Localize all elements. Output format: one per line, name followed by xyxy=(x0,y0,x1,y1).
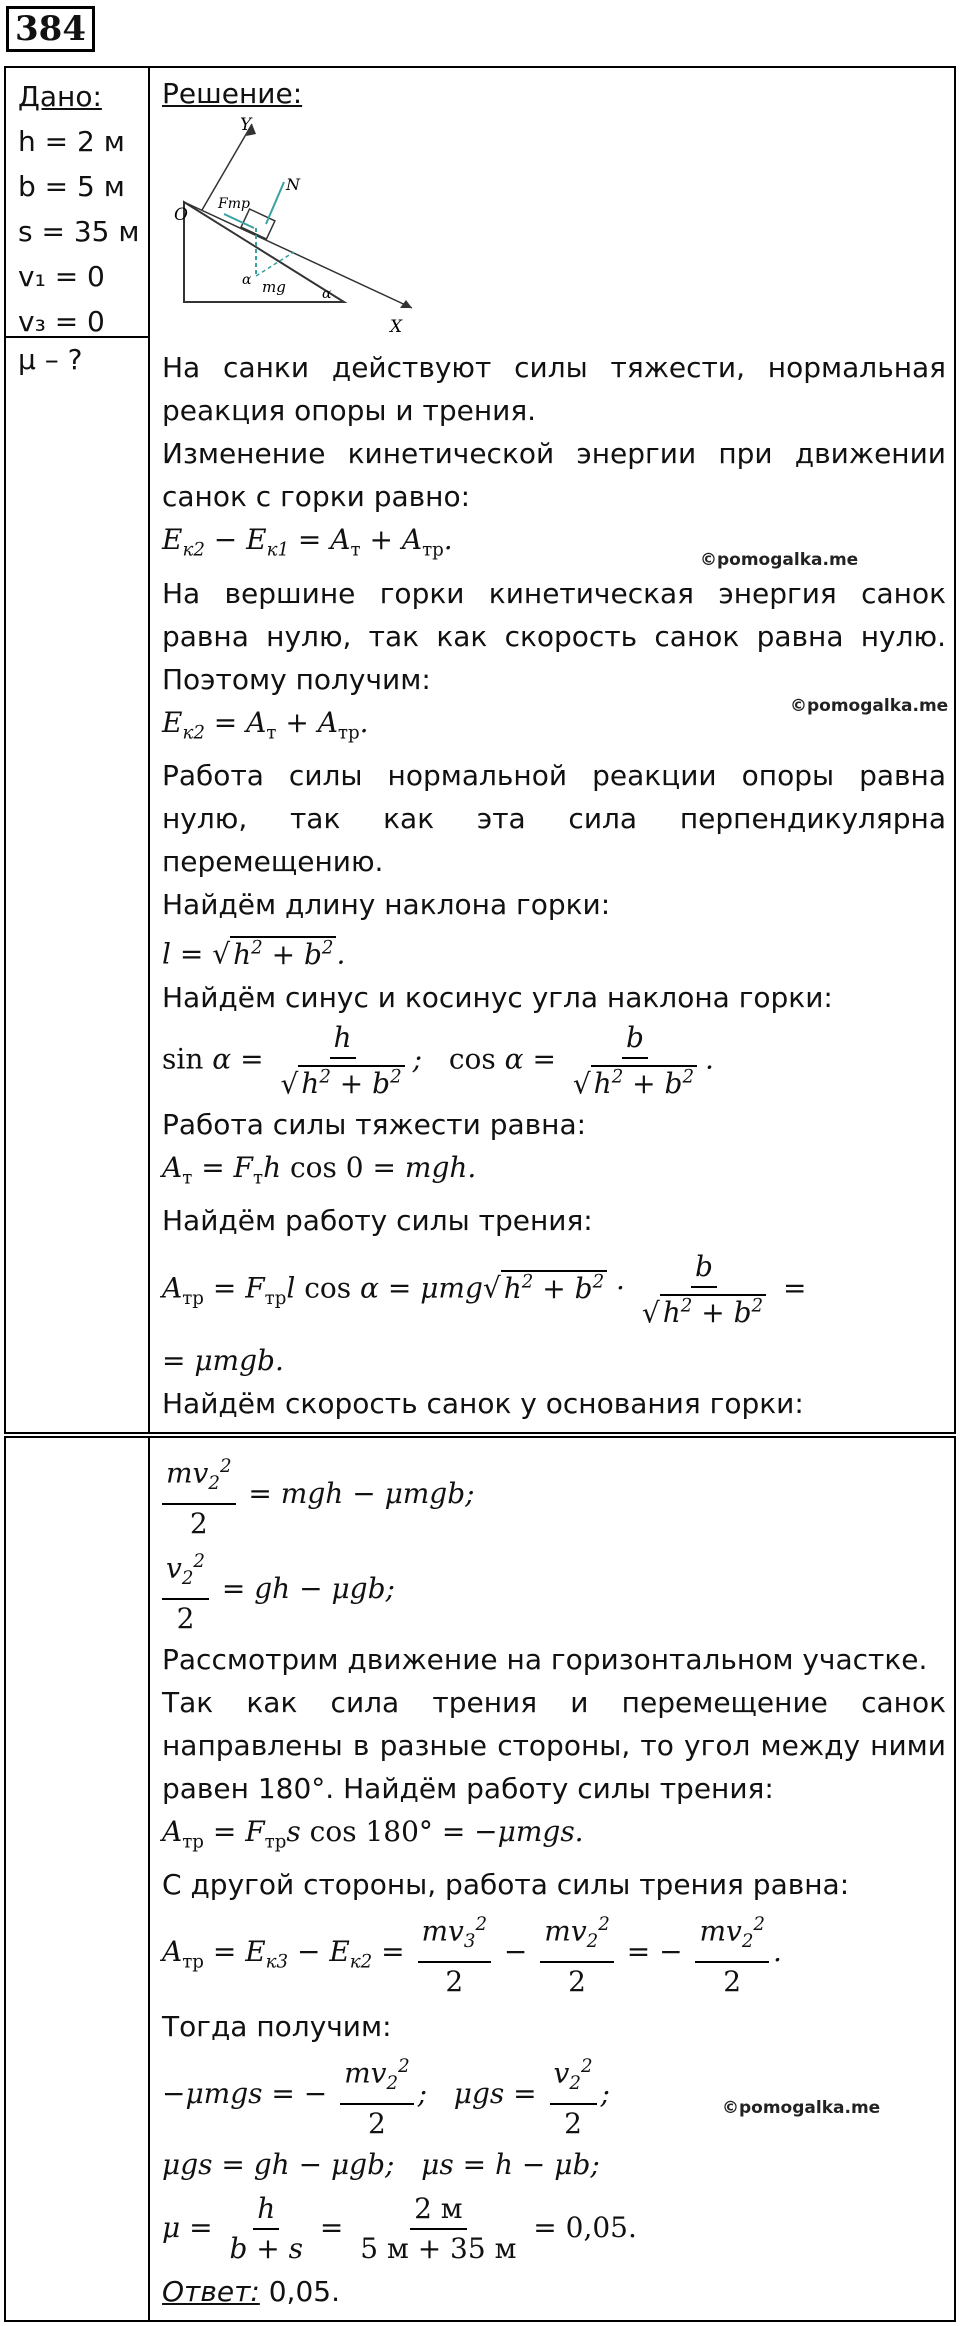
formula-sin-cos: sin α = $\frac{h}{√ h^2 + b^2}$ ; cos α = $\frac{b}{√ h^2 + b^2}$ . xyxy=(162,1020,714,1100)
text-find-sin-cos: Найдём синус и косинус угла наклона горки: xyxy=(162,980,833,1014)
solution-title: Решение: xyxy=(162,77,303,110)
formula-length: l = √ $h^2 + b^2$ . xyxy=(162,937,346,971)
formula-energy-theorem: $E_{к2} - E_{к1} = A_т + A_{тр}$. xyxy=(162,523,453,561)
label-alpha-2: α xyxy=(322,286,332,302)
text-other-side: С другой стороны, работа силы трения равна: xyxy=(162,1868,850,1902)
formula-mu-equation: μgs = gh − μgb; μs = h − μb; xyxy=(162,2147,600,2181)
incline-diagram xyxy=(162,116,422,338)
label-o: O xyxy=(174,205,188,225)
text-energy-change: Изменение кинетической энергии при движении санок с горки равно: xyxy=(162,437,946,513)
text-find-length: Найдём длину наклона горки: xyxy=(162,888,611,922)
given-b: b = 5 м xyxy=(18,170,125,203)
given-h: h = 2 м xyxy=(18,125,125,158)
solution-sheet-1 xyxy=(4,66,956,1434)
task-number: 384 xyxy=(6,6,95,52)
label-alpha-1: α xyxy=(242,272,252,288)
label-x: X xyxy=(390,317,403,337)
formula-friction-work: $A_{тр} = F_{тр}l$ cos α = μmg√ $h^2 + b^2$ · $\frac{b}{√ h^2 + b^2}$ = xyxy=(162,1250,807,1330)
solution-sheet-2 xyxy=(4,1436,956,2322)
formula-friction-180: $A_{тр} = F_{тр}s$ cos 180° = −μmgs. xyxy=(162,1814,584,1853)
formula-gravity-work: $A_т = F_тh$ cos 0 = mgh. xyxy=(162,1150,477,1189)
formula-speed-2: $\frac{v_2^2}{2}$ = gh − μgb; xyxy=(162,1543,946,1638)
formula-ek2: $E_{к2} = A_т + A_{тр}$. xyxy=(162,705,369,744)
given-block xyxy=(18,74,140,344)
label-y: Y xyxy=(240,116,252,135)
given-v1: v₁ = 0 xyxy=(18,260,105,293)
watermark-1: ©pomogalka.me xyxy=(700,550,859,570)
solution-text-1 xyxy=(162,346,949,1425)
answer-label: Ответ: xyxy=(162,2274,260,2308)
text-normal-work: Работа силы нормальной реакции опоры равна нулю, так как эта сила перпендикулярна перемещению. xyxy=(162,759,946,879)
formula-speed-1: $\frac{mv_2^2}{2}$ = mgh − μmgb; xyxy=(162,1448,946,1543)
given-s: s = 35 м xyxy=(18,215,140,248)
label-f: Fтр xyxy=(218,196,250,212)
watermark-2: ©pomogalka.me xyxy=(790,696,949,716)
given-title: Дано: xyxy=(18,80,102,113)
unknown-value: μ – ? xyxy=(18,343,83,376)
text-find-speed: Найдём скорость санок у основания горки: xyxy=(162,1387,804,1421)
formula-friction-result: = μmgb. xyxy=(162,1344,284,1378)
formula-then: −μmgs = − $\frac{mv_2^2}{2}$ ; μgs = $\frac{v_2^2}{2}$ ; xyxy=(162,2048,946,2143)
given-v3: v₃ = 0 xyxy=(18,305,105,338)
text-horizontal: Рассмотрим движение на горизонтальном участке. xyxy=(162,1642,928,1676)
formula-friction-energy: $A_{тр} = E_{к3} - E_{к2}$ = $\frac{mv_3^2}{2}$ − $\frac{mv_2^2}{2}$ = − $\frac{mv_2^2}{2}$ . xyxy=(162,1906,946,2005)
text-gravity-work: Работа силы тяжести равна: xyxy=(162,1107,587,1141)
text-top-energy: На вершине горки кинетическая энергия санок равна нулю, так как скорость санок равна нулю. Поэтому получим: xyxy=(162,576,946,696)
label-n: N xyxy=(286,175,300,194)
solution-text-2 xyxy=(162,1448,946,2313)
watermark-3: ©pomogalka.me xyxy=(722,2098,881,2118)
label-mg: mg xyxy=(262,278,286,296)
text-forces: На санки действуют силы тяжести, нормальная реакция опоры и трения. xyxy=(162,351,946,427)
answer-value: 0,05. xyxy=(259,2274,340,2308)
answer xyxy=(162,2270,946,2313)
formula-mu-result: μ = $\frac{h}{b + s}$ = $\frac{2 м}{5 м + 35 м}$ = 0,05. xyxy=(162,2192,637,2266)
text-friction-work: Найдём работу силы трения: xyxy=(162,1204,593,1238)
text-then: Тогда получим: xyxy=(162,2009,392,2043)
text-angle-180: Так как сила трения и перемещение санок направлены в разные стороны, то угол между ними равен 180°. Найдём работу силы трения: xyxy=(162,1685,946,1805)
